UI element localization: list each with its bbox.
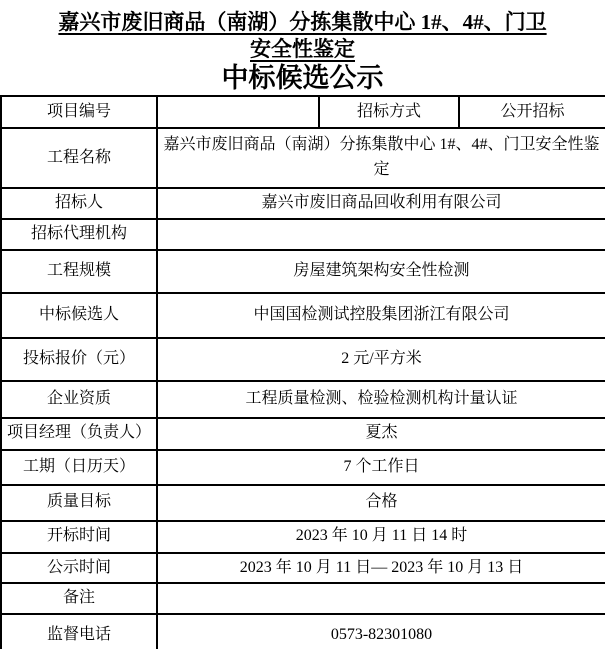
project-scale-value: 房屋建筑架构安全性检测 <box>157 250 605 293</box>
quality-target-label: 质量目标 <box>1 485 157 521</box>
duration-label: 工期（日历天） <box>1 450 157 485</box>
quality-target-value: 合格 <box>157 485 605 521</box>
supervision-phone-label: 监督电话 <box>1 614 157 649</box>
bid-agency-label: 招标代理机构 <box>1 219 157 250</box>
bid-opening-time-value: 2023 年 10 月 11 日 14 时 <box>157 521 605 553</box>
table-row <box>1 338 605 381</box>
remarks-label: 备注 <box>1 583 157 614</box>
publicity-period-label: 公示时间 <box>1 553 157 584</box>
winning-candidate-value: 中国国检测试控股集团浙江有限公司 <box>157 293 605 338</box>
project-number-label: 项目编号 <box>1 96 157 128</box>
table-row <box>1 381 605 418</box>
title-block <box>0 0 605 94</box>
table-row <box>1 250 605 293</box>
enterprise-qualification-value: 工程质量检测、检验检测机构计量认证 <box>157 381 605 418</box>
remarks-value <box>157 583 605 614</box>
bid-agency-value <box>157 219 605 250</box>
bid-price-label: 投标报价（元） <box>1 338 157 381</box>
project-scale-label: 工程规模 <box>1 250 157 293</box>
bid-notice-table <box>0 95 605 649</box>
bid-method-label: 招标方式 <box>319 96 459 128</box>
document-title-line-1 <box>0 9 605 36</box>
table-row <box>1 96 605 128</box>
document-title-line-2 <box>0 36 605 63</box>
bid-opening-time-label: 开标时间 <box>1 521 157 553</box>
document-title-text-2: 安全性鉴定 <box>250 37 355 61</box>
table-row <box>1 553 605 584</box>
table-row <box>1 219 605 250</box>
page-title: 中标候选公示 <box>221 63 384 93</box>
bid-price-value: 2 元/平方米 <box>157 338 605 381</box>
tenderee-label: 招标人 <box>1 188 157 219</box>
project-number-value <box>157 96 319 128</box>
table-row <box>1 583 605 614</box>
table-row <box>1 188 605 219</box>
project-name-value: 嘉兴市废旧商品（南湖）分拣集散中心 1#、4#、门卫安全性鉴定 <box>157 128 605 188</box>
project-manager-label: 项目经理（负责人） <box>1 418 157 450</box>
tenderee-value: 嘉兴市废旧商品回收利用有限公司 <box>157 188 605 219</box>
document-title-text-1: 嘉兴市废旧商品（南湖）分拣集散中心 1#、4#、门卫 <box>58 10 547 34</box>
project-name-label: 工程名称 <box>1 128 157 188</box>
table-row <box>1 128 605 188</box>
bid-method-value: 公开招标 <box>459 96 605 128</box>
table-row <box>1 521 605 553</box>
supervision-phone-value: 0573-82301080 <box>157 614 605 649</box>
enterprise-qualification-label: 企业资质 <box>1 381 157 418</box>
table-row <box>1 614 605 649</box>
table-row <box>1 418 605 450</box>
project-manager-value: 夏杰 <box>157 418 605 450</box>
table-row <box>1 293 605 338</box>
table-row <box>1 485 605 521</box>
duration-value: 7 个工作日 <box>157 450 605 485</box>
table-row <box>1 450 605 485</box>
winning-candidate-label: 中标候选人 <box>1 293 157 338</box>
publicity-period-value: 2023 年 10 月 11 日— 2023 年 10 月 13 日 <box>157 553 605 584</box>
